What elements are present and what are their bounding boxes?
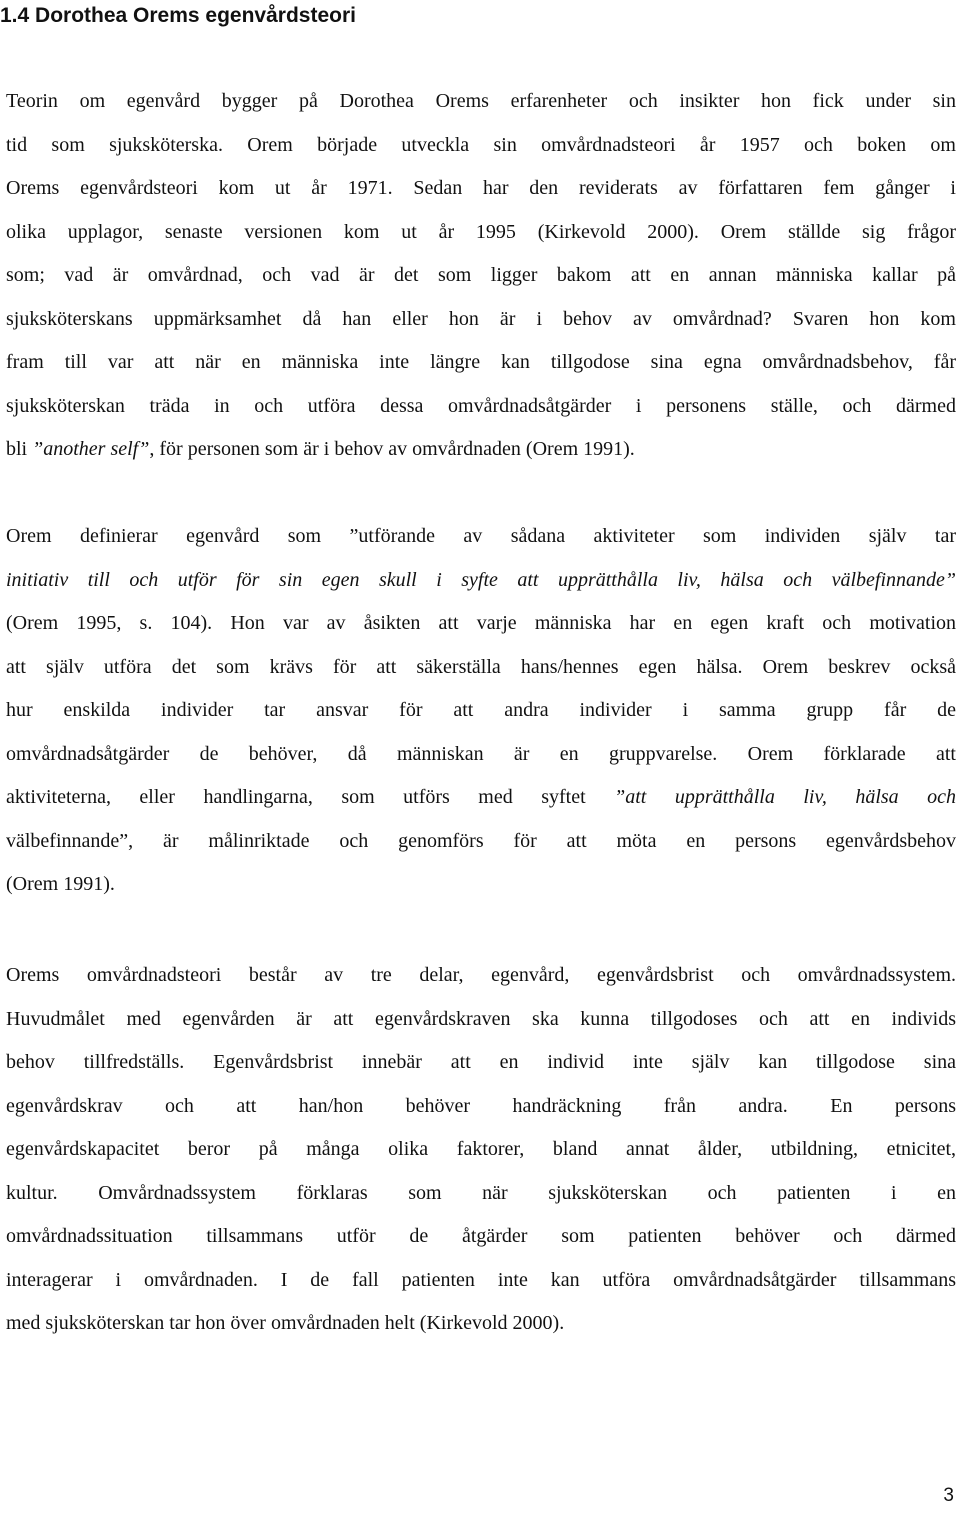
italic-quote: ”att upprätthålla liv, hälsa och bbox=[614, 786, 957, 808]
text-line: sjuksköterskans uppmärksamhet då han eller hon är i behov av omvårdnad? Svaren hon kom bbox=[6, 307, 956, 330]
text-line: Teorin om egenvård bygger på Dorothea Orems erfarenheter och insikter hon fick under sin bbox=[6, 90, 956, 112]
text-line: hur enskilda individer tar ansvar för att andra individer i samma grupp får de bbox=[6, 699, 956, 721]
italic-quote: initiativ till och utför för sin egen skull i syfte att upprätthålla liv, hälsa och välbefinnande” bbox=[6, 568, 956, 591]
paragraph-2 bbox=[6, 515, 956, 907]
text-line: interagerar i omvårdnaden. I de fall patienten inte kan utföra omvårdnadsåtgärder tillsammans bbox=[6, 1268, 956, 1291]
text-line: fram till var att när en människa inte längre kan tillgodose sina egna omvårdnadsbehov, får bbox=[6, 351, 956, 373]
page-number: 3 bbox=[943, 1485, 954, 1506]
text-line: omvårdnadssituation tillsammans utför de åtgärder som patienten behöver och därmed bbox=[6, 1225, 956, 1247]
text-line bbox=[6, 776, 956, 820]
text-line: egenvårdskrav och att han/hon behöver handräckning från andra. En persons bbox=[6, 1094, 956, 1117]
text-line: sjuksköterskan träda in och utföra dessa omvårdnadsåtgärder i personens ställe, och därmed bbox=[6, 394, 956, 417]
text-line: Orems omvårdnadsteori består av tre delar, egenvård, egenvårdsbrist och omvårdnadssystem. bbox=[6, 964, 956, 986]
text-line: Orems egenvårdsteori kom ut år 1971. Sedan har den reviderats av författaren fem gånger i bbox=[6, 177, 956, 199]
paragraph-1 bbox=[6, 80, 956, 472]
text-run: , för personen som är i behov av omvårdnaden (Orem 1991). bbox=[149, 438, 635, 460]
text-line: med sjuksköterskan tar hon över omvårdnaden helt (Kirkevold 2000). bbox=[6, 1312, 565, 1334]
text-line: kultur. Omvårdnadssystem förklaras som när sjuksköterskan och patienten i en bbox=[6, 1181, 956, 1204]
text-line: behov tillfredställs. Egenvårdsbrist innebär att en individ inte själv kan tillgodose sina bbox=[6, 1051, 956, 1073]
section-heading: 1.4 Dorothea Orems egenvårdsteori bbox=[0, 4, 356, 27]
text-line: omvårdnadsåtgärder de behöver, då människan är en gruppvarelse. Orem förklarade att bbox=[6, 742, 956, 765]
text-line: välbefinnande”, är målinriktade och genomförs för att möta en persons egenvårdsbehov bbox=[6, 829, 956, 852]
text-line bbox=[6, 428, 956, 472]
text-line bbox=[6, 559, 956, 603]
italic-quote: ”another self” bbox=[32, 438, 150, 460]
text-run: aktiviteterna, eller handlingarna, som utförs med syftet bbox=[6, 786, 615, 808]
text-run: bli bbox=[6, 438, 33, 460]
text-line: Huvudmålet med egenvården är att egenvårdskraven ska kunna tillgodoses och att en individs bbox=[6, 1007, 956, 1030]
text-line: som; vad är omvårdnad, och vad är det som ligger bakom att en annan människa kallar på bbox=[6, 264, 956, 286]
text-line: att själv utföra det som krävs för att säkerställa hans/hennes egen hälsa. Orem beskrev också bbox=[6, 655, 956, 678]
text-line: olika upplagor, senaste versionen kom ut år 1995 (Kirkevold 2000). Orem ställde sig frågor bbox=[6, 220, 956, 243]
text-line bbox=[6, 515, 956, 559]
text-line: (Orem 1991). bbox=[6, 873, 115, 895]
text-line: egenvårdskapacitet beror på många olika faktorer, bland annat ålder, utbildning, etnicitet, bbox=[6, 1138, 956, 1160]
text-run: Orem definierar egenvård som bbox=[6, 525, 350, 547]
paragraph-3 bbox=[6, 954, 956, 1346]
text-line: (Orem 1995, s. 104). Hon var av åsikten att varje människa har en egen kraft och motivation bbox=[6, 612, 956, 634]
text-run: ”utförande av sådana aktiviteter som individen själv tar bbox=[349, 525, 956, 547]
text-line: tid som sjuksköterska. Orem började utveckla sin omvårdnadsteori år 1957 och boken om bbox=[6, 133, 956, 156]
